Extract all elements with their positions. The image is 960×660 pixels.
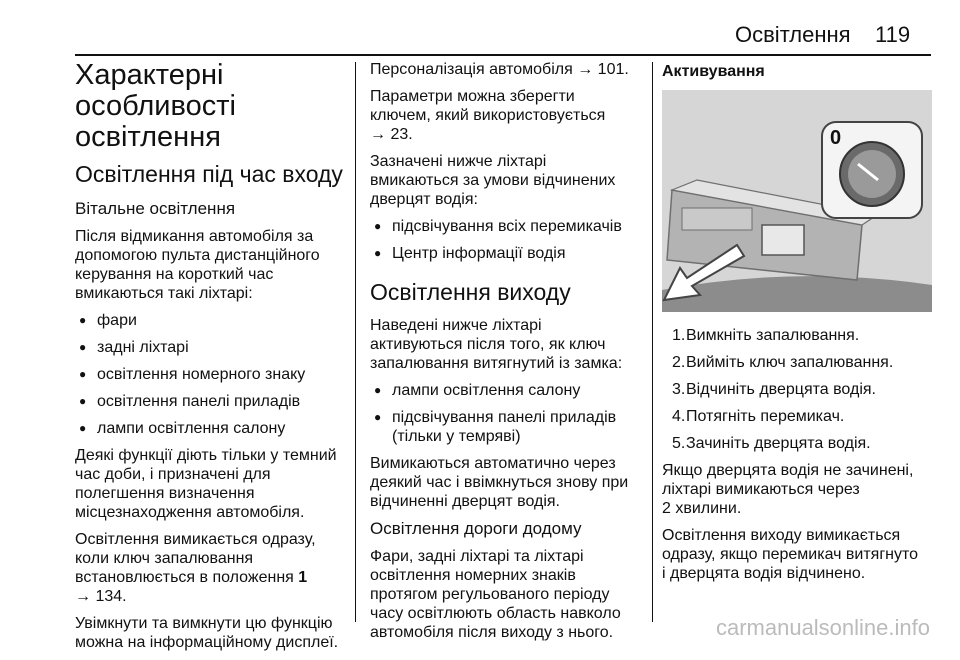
text-line: можна на інформаційному дисплеї. <box>75 634 339 651</box>
text-line <box>75 568 350 587</box>
text-line: освітлення номерних знаків <box>370 567 576 584</box>
lighting-switch-figure <box>662 90 932 312</box>
list-item: ● підсвічування панелі приладів (тільки у темряві) <box>370 408 645 446</box>
paragraph <box>662 526 932 583</box>
paragraph <box>75 227 350 303</box>
list-item: ● лампи освітлення салону <box>370 381 645 400</box>
list-item: 3. Відчиніть дверцята водія. <box>672 381 876 398</box>
step-text: Потягніть перемикач. <box>686 408 845 425</box>
paragraph <box>370 454 645 511</box>
sub-subsection-title: Вітальне освітлення <box>75 199 236 218</box>
column-2 <box>370 60 645 650</box>
title-line: освітлення <box>75 121 221 153</box>
page-number: 119 <box>875 22 911 47</box>
text-line: одразу, якщо перемикач витягнуто <box>662 546 919 563</box>
text-span: встановлюється в положення <box>75 569 299 586</box>
text-line: Після відмикання автомобіля за <box>75 228 314 245</box>
text-line: Персоналізація автомобіля → 101. <box>370 61 629 78</box>
list-item: ● Центр інформації водія <box>370 244 645 263</box>
bullet-list <box>370 381 645 446</box>
bullet-list <box>370 217 645 263</box>
paragraph <box>662 461 932 518</box>
watermark: carmanualsonline.info <box>715 615 930 640</box>
sub-subsection-title: Активування <box>662 63 765 80</box>
text-line: ключем, який використовується <box>370 107 606 124</box>
text-line: Увімкнути та вимкнути цю функцію <box>75 615 333 632</box>
text-line: відчиненні дверцят водія. <box>370 493 560 510</box>
text-line: допомогою пульта дистанційного <box>75 247 320 264</box>
page-reference[interactable]: → 23. <box>370 126 413 143</box>
paragraph <box>370 547 645 642</box>
column-3 <box>662 60 932 591</box>
text-line: Зазначені нижче ліхтарі <box>370 153 547 170</box>
position-number: 1 <box>298 569 308 586</box>
paragraph <box>370 152 645 209</box>
list-item: ● фари <box>75 311 350 330</box>
text-line: місцезнаходження автомобіля. <box>75 504 305 521</box>
text-line: час доби, і призначені для <box>75 466 271 483</box>
paragraph <box>370 87 645 144</box>
text-line: Вимикаються автоматично через <box>370 455 616 472</box>
paragraph <box>370 316 645 373</box>
list-item: 4. Потягніть перемикач. <box>672 408 845 425</box>
column-1 <box>75 60 350 660</box>
subsection-title: Освітлення під час входу <box>75 161 343 187</box>
step-text: Відчиніть дверцята водія. <box>686 381 876 398</box>
text-line: Фари, задні ліхтарі та ліхтарі <box>370 548 584 565</box>
switch-illustration <box>662 90 932 312</box>
text-line: Якщо дверцята водія не зачинені, <box>662 462 914 479</box>
step-text: Зачиніть дверцята водія. <box>686 435 871 452</box>
text-line: автомобіля після виходу з нього. <box>370 624 614 641</box>
text-line: деякий час і ввімкнуться знову при <box>370 474 629 491</box>
text-line: Освітлення виходу вимикається <box>662 527 901 544</box>
text-line: ліхтарі вимикаються через <box>662 481 860 498</box>
list-item: ● підсвічування всіх перемикачів <box>370 217 645 236</box>
dial-zero-label: 0 <box>830 127 842 149</box>
title-line: Характерні <box>75 59 224 91</box>
text-line: 2 хвилини. <box>662 500 742 517</box>
page-header-title: Освітлення <box>735 22 851 47</box>
list-item: ● освітлення номерного знаку <box>75 365 350 384</box>
list-item: ● задні ліхтарі <box>75 338 350 357</box>
sub-subsection-title: Освітлення дороги додому <box>370 519 582 538</box>
text-line: вмикаються за умови відчинених <box>370 172 616 189</box>
list-item: 2. Вийміть ключ запалювання. <box>672 354 894 371</box>
text-line: вмикаються такі ліхтарі: <box>75 285 253 302</box>
text-line: протягом регульованого періоду <box>370 586 610 603</box>
column-divider-2 <box>652 62 653 622</box>
bullet-list <box>75 311 350 438</box>
text-line: полегшення визначення <box>75 485 255 502</box>
paragraph <box>370 60 645 79</box>
column-divider-1 <box>355 62 356 622</box>
section-title <box>75 60 350 153</box>
list-item: 1. Вимкніть запалювання. <box>672 327 860 344</box>
list-item: ● освітлення панелі приладів <box>75 392 350 411</box>
list-item: ● лампи освітлення салону <box>75 419 350 438</box>
text-line: Освітлення вимикається одразу, <box>75 531 316 548</box>
text-line: коли ключ запалювання <box>75 550 254 567</box>
list-item: 5. Зачиніть дверцята водія. <box>672 435 871 452</box>
text-line: дверцят водія: <box>370 191 478 208</box>
title-line: особливості <box>75 90 236 122</box>
subsection-title: Освітлення виходу <box>370 279 571 305</box>
paragraph <box>75 530 350 606</box>
text-line: і дверцята водія відчинено. <box>662 565 866 582</box>
text-line: Параметри можна зберегти <box>370 88 575 105</box>
steps-list <box>662 326 932 453</box>
text-line: керування на короткий час <box>75 266 274 283</box>
paragraph <box>75 614 350 652</box>
step-text: Вимкніть запалювання. <box>686 327 860 344</box>
text-line: Деякі функції діють тільки у темний <box>75 447 337 464</box>
text-line: Наведені нижче ліхтарі <box>370 317 542 334</box>
text-line: запалювання витягнутий із замка: <box>370 355 623 372</box>
page-reference[interactable]: → 134. <box>75 588 127 605</box>
text-line: активуються після того, як ключ <box>370 336 606 353</box>
step-text: Вийміть ключ запалювання. <box>686 354 894 371</box>
paragraph <box>75 446 350 522</box>
text-line: часу освітлюють область навколо <box>370 605 621 622</box>
header-rule <box>75 54 931 56</box>
